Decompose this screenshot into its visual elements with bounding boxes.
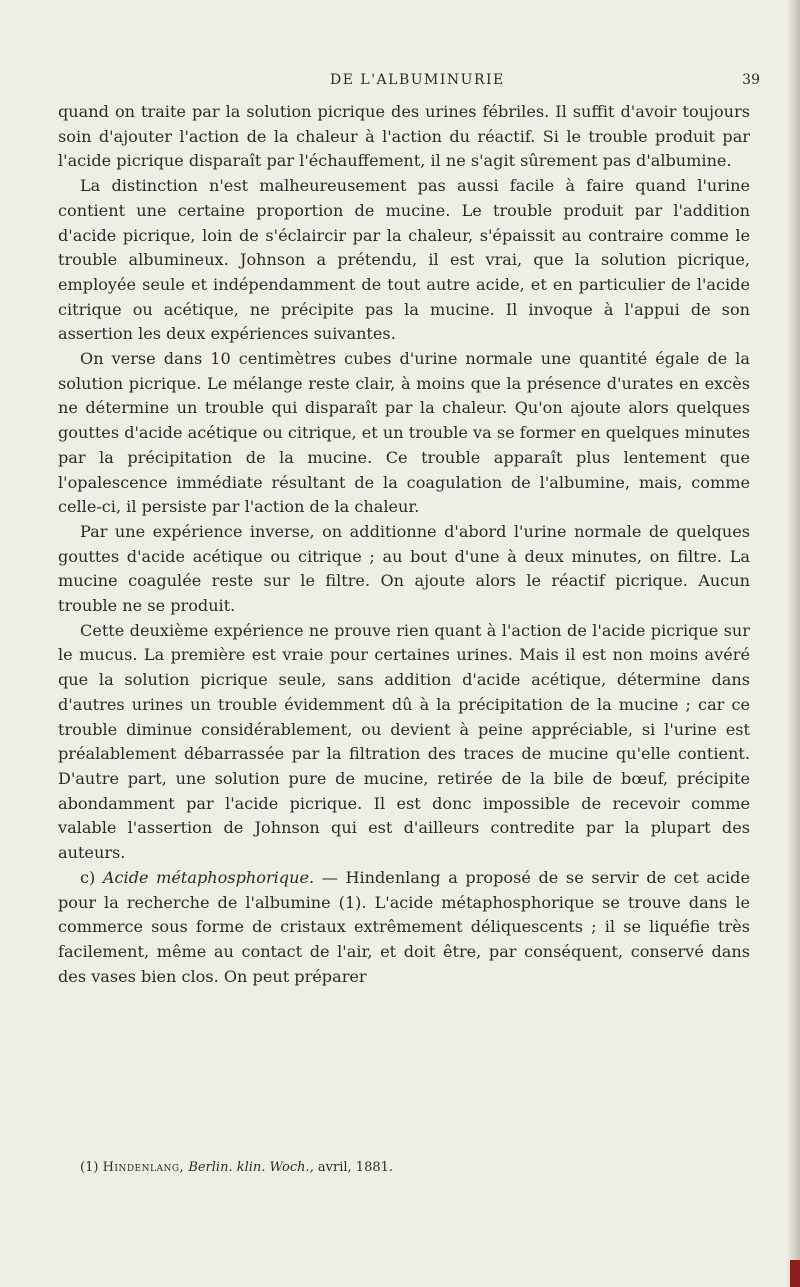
footnote-source: Berlin. klin. Woch.,: [188, 1160, 314, 1175]
body-text: [58, 100, 750, 989]
paragraph: Cette deuxième expérience ne prouve rien quant à l'action de l'acide picrique sur le mucus. La première est vraie pour certaines urines. Mais il est non moins avéré que la solution picrique seule, sans addition d'acide acétique, détermine dans d'autres urines un trouble évidemment dû à la précipitation de la mucine ; car ce trouble diminue considérablement, ou devient à peine appréciable, si l'urine est préalablement débarrassée par la filtration des traces de mucine qu'elle contient. D'autre part, une solution pure de mucine, retirée de la bile de bœuf, précipite abondamment par l'acide picrique. Il est donc impossible de recevoir comme valable l'assertion de Johnson qui est d'ailleurs contredite par la plupart des auteurs.: [58, 620, 750, 863]
page-edge-shadow: [786, 0, 800, 1287]
section-label: c): [80, 867, 96, 887]
running-title: DE L'ALBUMINURIE: [330, 72, 505, 88]
section-paragraph: [58, 866, 750, 990]
running-head: [0, 72, 800, 96]
paragraph: La distinction n'est malheureusement pas aussi facile à faire quand l'urine contient une certaine proportion de mucine. Le trouble produit par l'addition d'acide picrique, loin de s'éclaircir par la chaleur, s'épaissit au contraire comme le trouble albumineux. Johnson a prétendu, il est vrai, que la solution picrique, employée seule et indépendamment de tout autre acide, et en particulier de l'acide citrique ou acétique, ne précipite pas la mucine. Il invoque à l'appui de son assertion les deux expériences suivantes.: [58, 176, 750, 344]
section-title: Acide métaphosphorique.: [102, 867, 315, 887]
footnote: [80, 1159, 760, 1177]
paragraph: Par une expérience inverse, on additionne d'abord l'urine normale de quelques gouttes d'acide acétique ou citrique ; au bout d'une à deux minutes, on filtre. La mucine coagulée reste sur le filtre. On ajoute alors le réactif picrique. Aucun trouble ne se produit.: [58, 521, 750, 616]
footnote-date: avril, 1881.: [317, 1160, 394, 1175]
footnote-author: Hindenlang,: [102, 1160, 185, 1175]
paragraph: On verse dans 10 centimètres cubes d'urine normale une quantité égale de la solution picrique. Le mélange reste clair, à moins que la présence d'urates en excès ne détermine un trouble qui disparaît par la chaleur. Qu'on ajoute alors quelques gouttes d'acide acétique ou citrique, et un trouble va se former en quelques minutes par la précipitation de la mucine. Ce trouble apparaît plus lentement que l'opalescence immédiate résultant de la coagulation de l'albumine, mais, comme celle-ci, il persiste par l'action de la chaleur.: [58, 349, 750, 517]
paragraph: quand on traite par la solution picrique des urines fébriles. Il suffit d'avoir toujours soin d'ajouter l'action de la chaleur à l'action du réactif. Si le trouble produit par l'acide picrique disparaît par l'échauffement, il ne s'agit sûrement pas d'albumine.: [58, 102, 750, 171]
section-text: — Hindenlang a proposé de se servir de cet acide pour la recherche de l'albumine (1). L'acide métaphosphorique se trouve dans le commerce sous forme de cristaux extrêmement déliquescents ; il se liquéfie très facilement, même au contact de l'air, et doit être, par conséquent, conservé dans des vases bien clos. On peut préparer: [58, 867, 750, 986]
page-edge-mark: [790, 1260, 800, 1287]
footnote-marker: (1): [80, 1160, 99, 1175]
page-number: 39: [742, 72, 760, 88]
